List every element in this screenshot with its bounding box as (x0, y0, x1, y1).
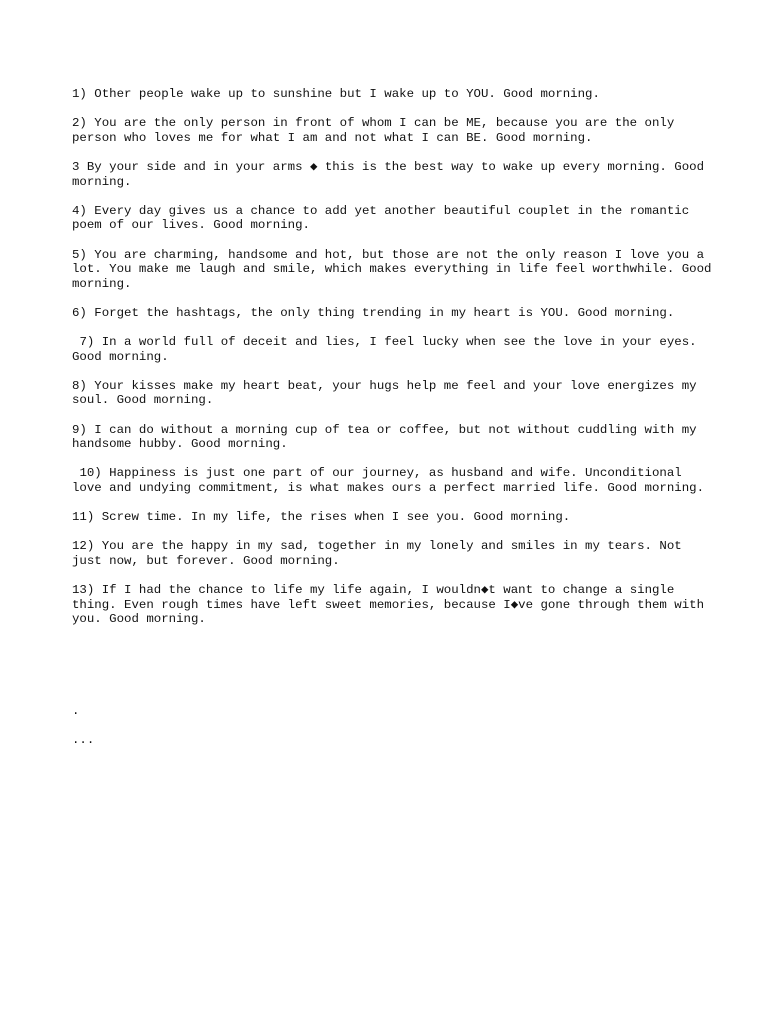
paragraph-8: 8) Your kisses make my heart beat, your hugs help me feel and your love energizes my soul. Good morning. (72, 378, 705, 408)
paragraph-11: 11) Screw time. In my life, the rises when I see you. Good morning. (72, 510, 571, 525)
document-trailer (72, 704, 712, 762)
paragraph-5: 5) You are charming, handsome and hot, but those are not the only reason I love you a lot. You make me laugh and smile, which makes everything in life feel worthwhile. Good morning. (72, 247, 719, 291)
paragraph-1: 1) Other people wake up to sunshine but I wake up to YOU. Good morning. (72, 87, 600, 101)
paragraph-2: 2) You are the only person in front of whom I can be ME, because you are the only person who loves me for what I am and not what I can BE. Good morning. (72, 116, 682, 145)
paragraph-10: 10) Happiness is just one part of our journey, as husband and wife. Unconditional love and undying commitment, is what makes ours a perfect married life. Good morning. (72, 466, 705, 496)
trailer-ellipsis: ... (72, 733, 95, 748)
paragraph-7: 7) In a world full of deceit and lies, I feel lucky when see the love in your eyes. Good morning. (72, 335, 705, 364)
paragraph-3: 3 By your side and in your arms ◆ this is the best way to wake up every morning. Good morning. (72, 159, 712, 189)
paragraph-4: 4) Every day gives us a chance to add yet another beautiful couplet in the romantic poem of our lives. Good morning. (72, 203, 697, 233)
paragraph-6: 6) Forget the hashtags, the only thing trending in my heart is YOU. Good morning. (72, 305, 675, 320)
paragraph-13: 13) If I had the chance to life my life again, I wouldn◆t want to change a single thing. Even rough times have left sweet memories, because I◆ve gone through them with you. Good morning. (72, 583, 712, 627)
document-body (72, 87, 719, 642)
trailer-dot: . (72, 704, 80, 718)
paragraph-9: 9) I can do without a morning cup of tea or coffee, but not without cuddling with my handsome hubby. Good morning. (72, 422, 705, 452)
paragraph-12: 12) You are the happy in my sad, together in my lonely and smiles in my tears. Not just now, but forever. Good morning. (72, 539, 690, 568)
